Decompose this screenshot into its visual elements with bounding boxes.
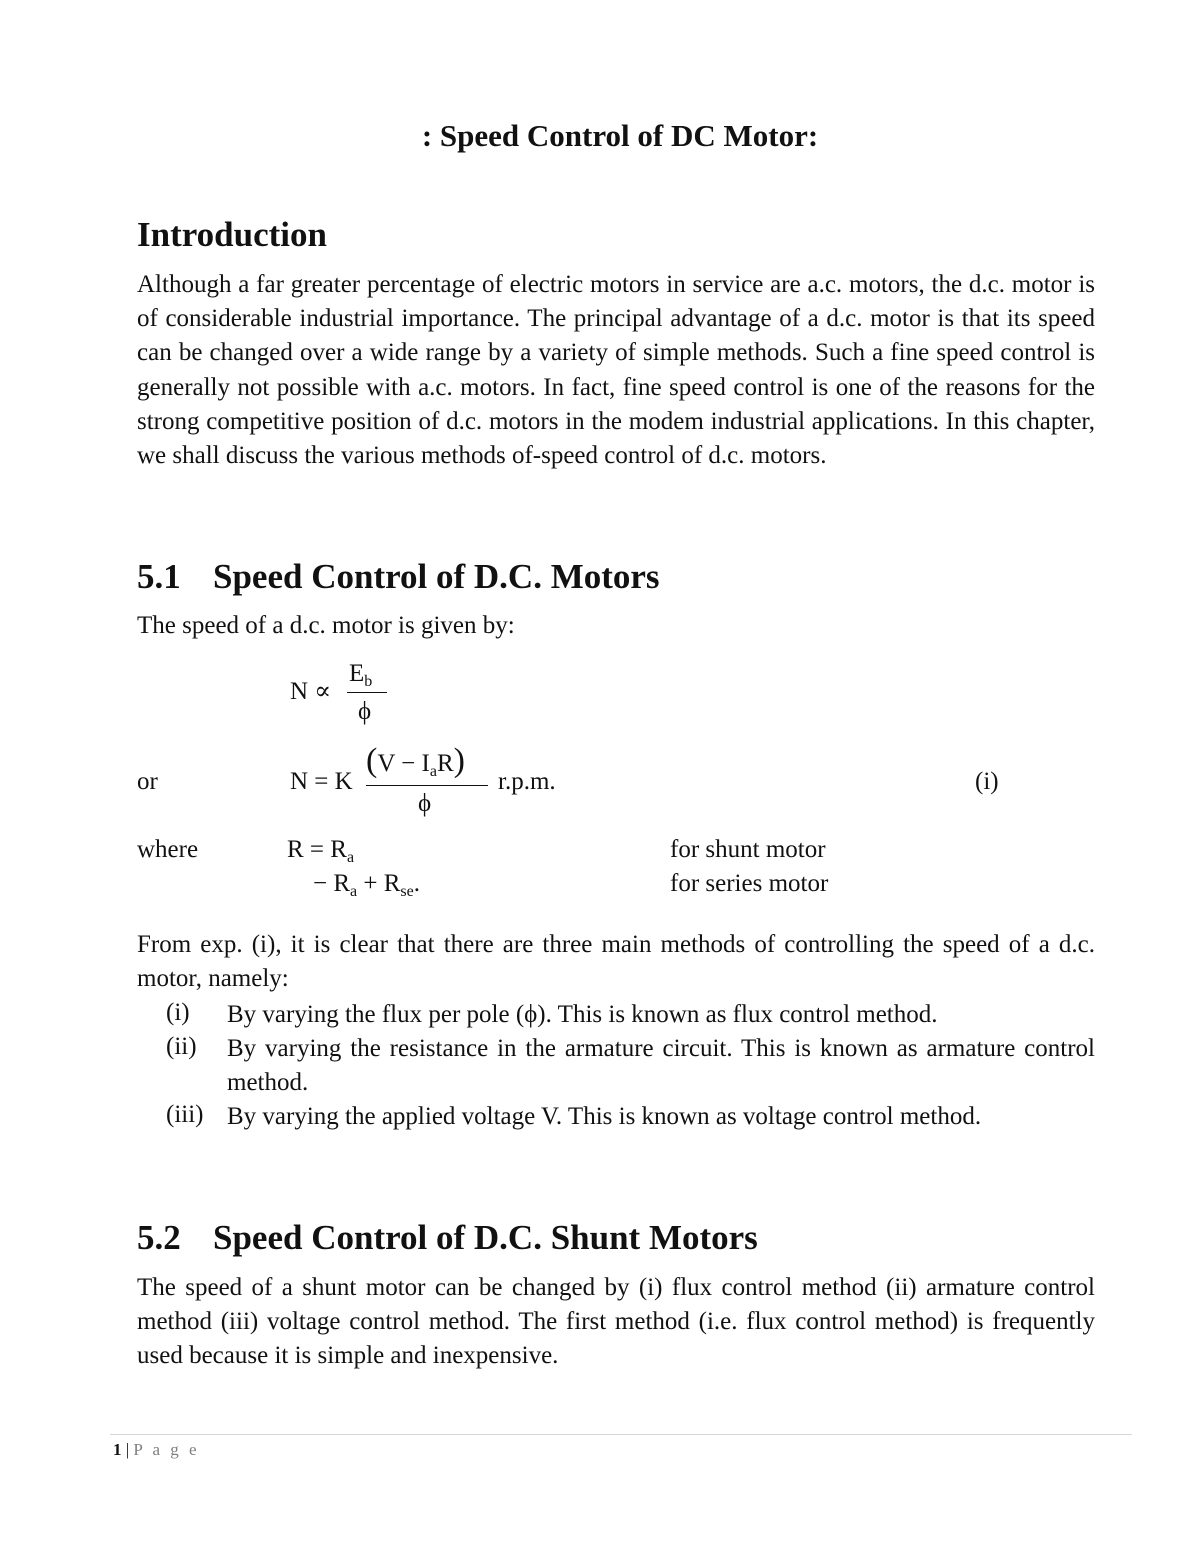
method-1-number: (i) [166, 999, 190, 1026]
where-shunt-note: for shunt motor [670, 836, 826, 863]
section-5-1-heading [137, 557, 660, 597]
equation-1-lhs: N ∝ [290, 678, 332, 705]
section-5-2-paragraph: The speed of a shunt motor can be changed by (i) flux control method (ii) armature control method (iii) voltage control method. The first method (i.e. flux control method) is frequently used because it is simple and inexpensive. [137, 1274, 1095, 1370]
equation-2-unit: r.p.m. [498, 768, 556, 795]
section-number: 5.1 [137, 557, 181, 596]
page-footer [113, 1440, 200, 1460]
page-number: 1 [113, 1440, 122, 1459]
method-2-number: (ii) [166, 1033, 197, 1060]
where-shunt-expression: $R = R_a$ [287, 836, 355, 866]
where-label: where [137, 836, 199, 863]
introduction-heading: Introduction [137, 215, 327, 254]
section-title: Speed Control of D.C. Motors [213, 557, 660, 596]
section-5-2-heading [137, 1218, 758, 1258]
equation-2-lhs: N = K [290, 768, 353, 795]
or-label: or [137, 768, 158, 795]
equation-1-fraction-bar [347, 692, 387, 693]
method-1-text: By varying the flux per pole (ϕ). This is known as flux control method. [227, 1001, 938, 1028]
footer-divider [110, 1434, 1132, 1435]
equation-1-denominator: ϕ [358, 698, 372, 725]
equation-2-denominator: ϕ [418, 790, 432, 817]
equation-2-tag: (i) [975, 768, 999, 795]
page-label: P a g e [133, 1440, 200, 1459]
footer-separator: | [121, 1440, 134, 1459]
equation-1-numerator: $E_b$ [349, 660, 373, 690]
introduction-paragraph: Although a far greater percentage of electric motors in service are a.c. motors, the d.c. motor is of considerable industrial importance. The principal advantage of a d.c. motor is that its speed can be changed over a wide range by a variety of simple methods. Such a fine speed control is generally not possible with a.c. motors. In fact, fine speed control is one of the reasons for the strong competitive position of d.c. motors in the modem industrial applications. In this chapter, we shall discuss the various methods of-speed control of d.c. motors. [137, 271, 1095, 470]
method-2-text: By varying the resistance in the armature circuit. This is known as armature control method. [227, 1035, 1095, 1097]
methods-intro-paragraph: From exp. (i), it is clear that there are three main methods of controlling the speed of a d.c. motor, namely: [137, 931, 1095, 993]
speed-formula-lead: The speed of a d.c. motor is given by: [137, 612, 515, 639]
section-title: Speed Control of D.C. Shunt Motors [213, 1218, 758, 1257]
equation-2-fraction-bar [366, 785, 488, 786]
section-number: 5.2 [137, 1218, 181, 1257]
where-series-expression: − $R_a + R_{se}$. [313, 870, 420, 900]
method-3-number: (iii) [166, 1101, 204, 1128]
where-series-note: for series motor [670, 870, 829, 897]
document-title: : Speed Control of DC Motor: [421, 118, 819, 153]
equation-2-numerator: $(V - I_aR)$ [366, 742, 465, 780]
method-3-text: By varying the applied voltage V. This is known as voltage control method. [227, 1103, 982, 1130]
